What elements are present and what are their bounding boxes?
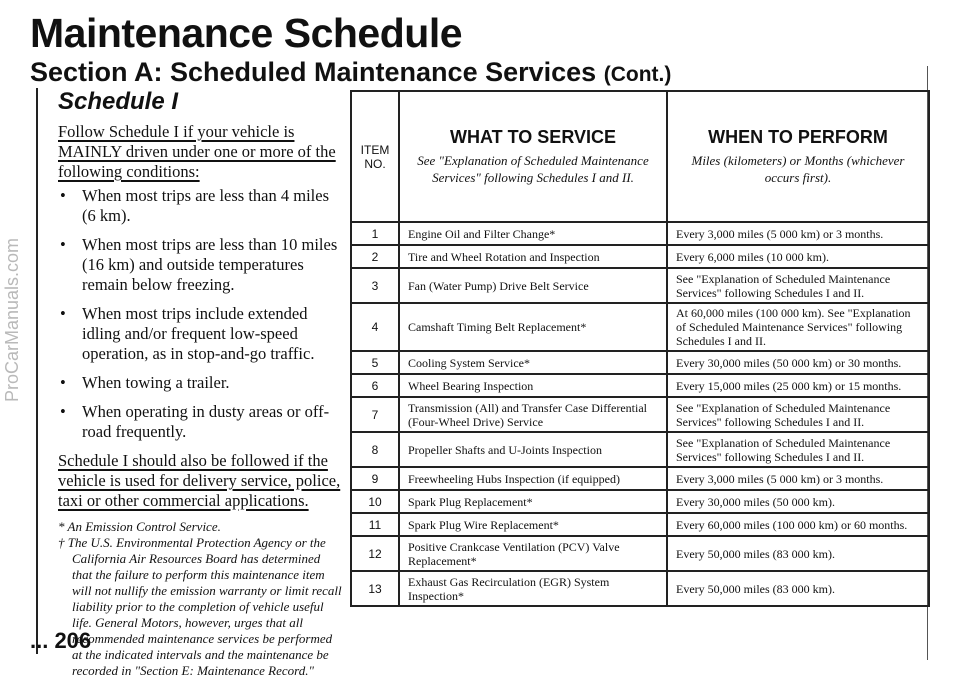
page-number: ... 206	[30, 628, 92, 653]
item-number: 1	[351, 222, 399, 245]
service-interval: Every 15,000 miles (25 000 km) or 15 months.	[667, 374, 929, 397]
service-interval: Every 3,000 miles (5 000 km) or 3 months.	[667, 467, 929, 490]
table-row	[351, 268, 929, 303]
item-number: 10	[351, 490, 399, 513]
item-number: 7	[351, 397, 399, 432]
conditions-list	[58, 186, 342, 442]
table-row	[351, 245, 929, 268]
item-number: 2	[351, 245, 399, 268]
item-number: 6	[351, 374, 399, 397]
condition-item: • When towing a trailer.	[60, 373, 230, 392]
service-item: Tire and Wheel Rotation and Inspection	[399, 245, 667, 268]
when-to-perform-note: Miles (kilometers) or Months (whichever occurs first).	[691, 153, 905, 185]
bullet-icon: •	[60, 373, 66, 392]
table-row	[351, 222, 929, 245]
item-number: 3	[351, 268, 399, 303]
schedule-title: Schedule I	[58, 88, 179, 115]
table-row	[351, 397, 929, 432]
table-row	[351, 467, 929, 490]
bullet-icon: •	[60, 186, 66, 205]
col-header-item-no: ITEM NO.	[351, 91, 399, 222]
section-heading-text: Section A: Scheduled Maintenance Services	[30, 57, 597, 87]
col-header-what	[399, 91, 667, 222]
item-number: 11	[351, 513, 399, 536]
schedule-description	[58, 122, 342, 679]
table-row	[351, 374, 929, 397]
table-row	[351, 303, 929, 351]
service-item: Propeller Shafts and U-Joints Inspection	[399, 432, 667, 467]
service-item: Spark Plug Wire Replacement*	[399, 513, 667, 536]
service-item: Spark Plug Replacement*	[399, 490, 667, 513]
what-to-service-heading: WHAT TO SERVICE	[449, 127, 617, 147]
service-item: Camshaft Timing Belt Replacement*	[399, 303, 667, 351]
service-item: Cooling System Service*	[399, 351, 667, 374]
table-row	[351, 536, 929, 571]
service-interval: See "Explanation of Scheduled Maintenance Services" following Schedules I and II.	[667, 397, 929, 432]
service-interval: Every 3,000 miles (5 000 km) or 3 months.	[667, 222, 929, 245]
service-interval: See "Explanation of Scheduled Maintenance Services" following Schedules I and II.	[667, 432, 929, 467]
watermark: ProCarManuals.com	[2, 237, 22, 403]
section-heading	[30, 57, 671, 88]
table-row	[351, 432, 929, 467]
bullet-icon: •	[60, 235, 66, 254]
service-item: Wheel Bearing Inspection	[399, 374, 667, 397]
intro-text: Follow Schedule I if your vehicle is MAINLY driven under one or more of the following conditions:	[58, 122, 336, 181]
service-item: Transmission (All) and Transfer Case Differential (Four-Wheel Drive) Service	[399, 397, 667, 432]
service-interval: Every 6,000 miles (10 000 km).	[667, 245, 929, 268]
what-to-service-note: See "Explanation of Scheduled Maintenance Services" following Schedules I and II.	[417, 153, 649, 185]
table-header-row	[351, 91, 929, 222]
service-interval: Every 30,000 miles (50 000 km) or 30 months.	[667, 351, 929, 374]
service-item: Exhaust Gas Recirculation (EGR) System Inspection*	[399, 571, 667, 606]
left-rule	[36, 88, 38, 654]
table-row	[351, 490, 929, 513]
col-header-when	[667, 91, 929, 222]
bullet-icon: •	[60, 402, 66, 421]
bullet-icon: •	[60, 304, 66, 323]
item-number: 9	[351, 467, 399, 490]
page-title: Maintenance Schedule	[30, 10, 463, 56]
when-to-perform-heading: WHEN TO PERFORM	[708, 127, 888, 147]
item-number: 5	[351, 351, 399, 374]
maintenance-table	[350, 90, 930, 607]
condition-item: • When most trips include extended idling and/or frequent low-speed operation, as in stop-and-go traffic.	[60, 304, 315, 363]
item-number: 13	[351, 571, 399, 606]
item-number: 4	[351, 303, 399, 351]
service-interval: Every 60,000 miles (100 000 km) or 60 months.	[667, 513, 929, 536]
footnote-star: * An Emission Control Service.	[58, 519, 221, 534]
service-interval: At 60,000 miles (100 000 km). See "Explanation of Scheduled Maintenance Services" following Schedules I and II.	[667, 303, 929, 351]
table-row	[351, 571, 929, 606]
table-row	[351, 513, 929, 536]
section-cont: (Cont.)	[603, 63, 672, 86]
item-number: 12	[351, 536, 399, 571]
item-number: 8	[351, 432, 399, 467]
commercial-use-text: Schedule I should also be followed if the vehicle is used for delivery service, police, taxi or other commercial applications.	[58, 451, 341, 510]
condition-item: • When most trips are less than 4 miles (6 km).	[60, 186, 329, 225]
service-item: Engine Oil and Filter Change*	[399, 222, 667, 245]
condition-item: • When operating in dusty areas or off-road frequently.	[60, 402, 330, 441]
service-item: Fan (Water Pump) Drive Belt Service	[399, 268, 667, 303]
service-item: Freewheeling Hubs Inspection (if equipped)	[399, 467, 667, 490]
service-item: Positive Crankcase Ventilation (PCV) Valve Replacement*	[399, 536, 667, 571]
service-interval: See "Explanation of Scheduled Maintenance Services" following Schedules I and II.	[667, 268, 929, 303]
service-interval: Every 30,000 miles (50 000 km).	[667, 490, 929, 513]
service-interval: Every 50,000 miles (83 000 km).	[667, 571, 929, 606]
footnote-dagger: † The U.S. Environmental Protection Agency or the California Air Resources Board has determined that the failure to perform this maintenance item will not nullify the emission warranty or limit recall liability prior to the completion of vehicle useful life. General Motors, however, urges that all recommended maintenance services be performed at the indicated intervals and the maintenance be recorded in "Section E: Maintenance Record."	[58, 535, 342, 678]
condition-item: • When most trips are less than 10 miles (16 km) and outside temperatures remain below freezing.	[60, 235, 338, 294]
service-interval: Every 50,000 miles (83 000 km).	[667, 536, 929, 571]
table-row	[351, 351, 929, 374]
